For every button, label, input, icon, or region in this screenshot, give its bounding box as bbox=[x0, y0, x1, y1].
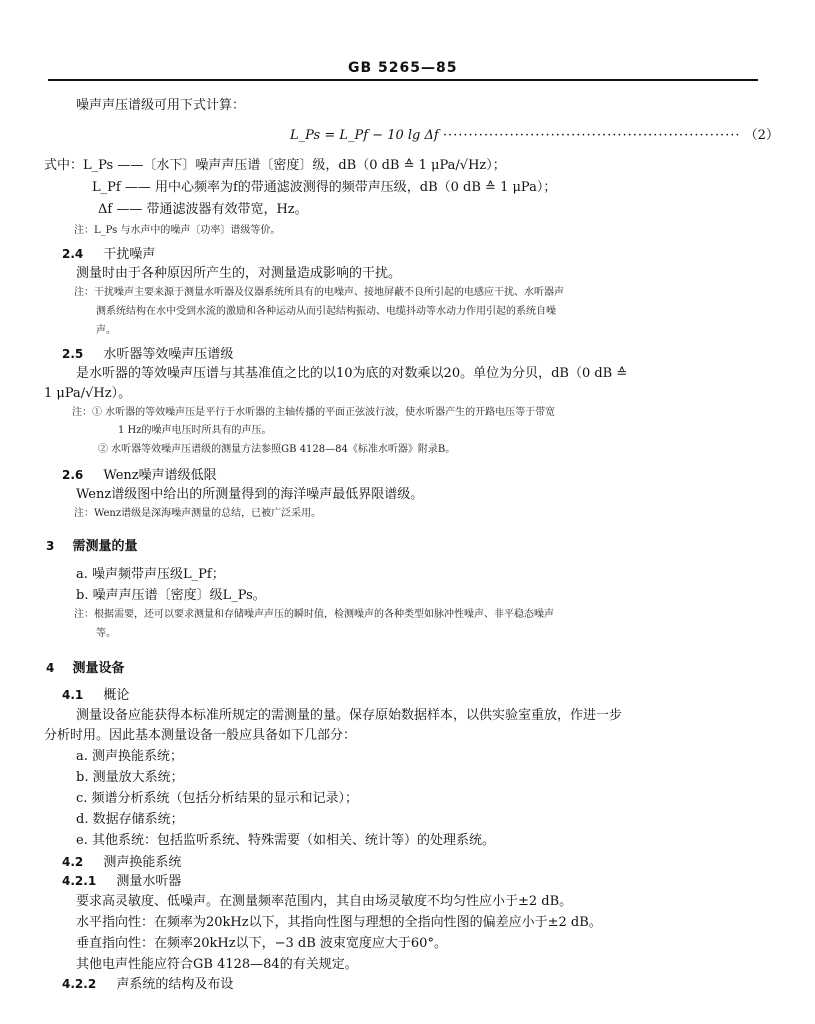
where-line-3: Δf —— 带通滤波器有效带宽，Hz。 bbox=[98, 202, 308, 217]
section-4-1-heading bbox=[62, 687, 129, 704]
section-2-6-definition: Wenz谱级图中给出的所测量得到的海洋噪声最低界限谱级。 bbox=[76, 487, 424, 502]
section-3-item-a: a. 噪声频带声压级L_Pf； bbox=[76, 567, 225, 582]
section-2-5-definition-2: 1 μPa/√Hz）。 bbox=[44, 386, 132, 401]
standard-number-header: GB 5265—85 bbox=[348, 60, 458, 76]
intro-text: 噪声声压谱级可用下式计算： bbox=[76, 98, 246, 113]
section-4-2-1-para-3: 垂直指向性：在频率20kHz以下，−3 dB 波束宽度应大于60°。 bbox=[76, 936, 447, 951]
section-3-number: 3 bbox=[46, 539, 55, 553]
where-line-2: L_Pf —— 用中心频率为f的带通滤波测得的频带声压级，dB（0 dB ≙ 1 μPa）； bbox=[92, 180, 557, 195]
section-4-2-heading bbox=[62, 854, 181, 871]
section-4-1-item-b: b. 测量放大系统； bbox=[76, 770, 184, 785]
section-4-1-item-c: c. 频谱分析系统（包括分析结果的显示和记录）； bbox=[76, 791, 359, 806]
section-4-1-item-a: a. 测声换能系统； bbox=[76, 749, 184, 764]
section-2-6-number: 2.6 bbox=[62, 468, 84, 482]
section-3-note-2: 等。 bbox=[96, 628, 116, 639]
section-2-4-title: 干扰噪声 bbox=[103, 247, 156, 262]
formula-expression: L_Ps = L_Pf − 10 lg Δf bbox=[290, 128, 439, 143]
where-line-1: 式中：L_Ps ——〔水下〕噪声声压谱〔密度〕级，dB（0 dB ≙ 1 μPa/√Hz）； bbox=[44, 158, 506, 173]
section-4-2-1-heading bbox=[62, 873, 181, 890]
section-4-2-title: 测声换能系统 bbox=[103, 855, 182, 870]
note-lps: 注：L_Ps 与水声中的噪声〔功率〕谱级等价。 bbox=[74, 225, 281, 236]
section-2-5-note-1a: 注：① 水听器的等效噪声压是平行于水听器的主轴传播的平面正弦波行波，使水听器产生的开路电压等于带宽 bbox=[72, 407, 556, 418]
section-2-5-definition-1: 是水听器的等效噪声压谱与其基准值之比的以10为底的对数乘以20。单位为分贝，dB（0 dB ≙ bbox=[76, 366, 628, 381]
section-4-1-para-1: 测量设备应能获得本标准所规定的需测量的量。保存原始数据样本，以供实验室重放，作进一步 bbox=[76, 708, 623, 723]
section-4-2-number: 4.2 bbox=[62, 855, 84, 869]
section-2-4-number: 2.4 bbox=[62, 247, 84, 261]
section-2-6-heading bbox=[62, 467, 217, 484]
section-4-2-1-para-1: 要求高灵敏度、低噪声。在测量频率范围内，其自由场灵敏度不均匀性应小于±2 dB。 bbox=[76, 894, 573, 909]
formula-number: （2） bbox=[744, 128, 779, 143]
section-4-1-number: 4.1 bbox=[62, 688, 84, 702]
section-4-1-item-d: d. 数据存储系统； bbox=[76, 812, 184, 827]
section-4-2-2-heading bbox=[62, 976, 233, 993]
section-2-5-number: 2.5 bbox=[62, 347, 84, 361]
section-2-4-note-1: 注：干扰噪声主要来源于测量水听器及仪器系统所具有的电噪声、接地屏蔽不良所引起的电感应干扰、水听器声 bbox=[74, 287, 564, 298]
header-rule bbox=[48, 79, 758, 81]
section-4-number: 4 bbox=[46, 661, 55, 675]
section-2-5-note-1b: 1 Hz的噪声电压时所具有的声压。 bbox=[118, 425, 272, 436]
section-4-2-2-number: 4.2.2 bbox=[62, 977, 97, 991]
section-3-item-b: b. 噪声声压谱〔密度〕级L_Ps。 bbox=[76, 588, 266, 603]
section-2-4-definition: 测量时由于各种原因所产生的，对测量造成影响的干扰。 bbox=[76, 266, 402, 281]
section-2-5-heading bbox=[62, 346, 233, 363]
section-4-1-title: 概论 bbox=[103, 688, 130, 703]
section-2-6-note: 注：Wenz谱级是深海噪声测量的总结，已被广泛采用。 bbox=[74, 508, 322, 519]
section-4-2-1-para-4: 其他电声性能应符合GB 4128—84的有关规定。 bbox=[76, 957, 358, 972]
section-4-2-1-number: 4.2.1 bbox=[62, 874, 97, 888]
section-2-5-title: 水听器等效噪声压谱级 bbox=[103, 347, 234, 362]
section-4-1-para-2: 分析时用。因此基本测量设备一般应具备如下几部分： bbox=[44, 728, 357, 743]
section-2-6-title: Wenz噪声谱级低限 bbox=[103, 468, 217, 483]
section-3-note-1: 注：根据需要，还可以要求测量和存储噪声声压的瞬时值，检测噪声的各种类型如脉冲性噪声、非平稳态噪声 bbox=[74, 609, 554, 620]
section-4-2-2-title: 声系统的结构及布设 bbox=[116, 977, 234, 992]
section-3-title: 需测量的量 bbox=[72, 539, 138, 554]
section-2-4-note-3: 声。 bbox=[96, 325, 116, 336]
section-4-2-1-para-2: 水平指向性：在频率为20kHz以下，其指向性图与理想的全指向性图的偏差应小于±2 dB。 bbox=[76, 915, 602, 930]
section-2-5-note-2: ② 水听器等效噪声压谱级的测量方法参照GB 4128—84《标准水听器》附录B。 bbox=[98, 444, 456, 455]
formula-leader: ·························································· bbox=[442, 128, 741, 143]
section-4-title: 测量设备 bbox=[72, 661, 125, 676]
section-4-heading bbox=[46, 660, 125, 677]
formula-2 bbox=[290, 128, 779, 144]
section-3-heading bbox=[46, 538, 138, 555]
section-4-1-item-e: e. 其他系统：包括监听系统、特殊需要（如相关、统计等）的处理系统。 bbox=[76, 833, 495, 848]
section-2-4-heading bbox=[62, 246, 155, 263]
section-2-4-note-2: 测系统结构在水中受到水流的激励和各种运动从而引起结构振动、电缆抖动等水动力作用引起的系统自噪 bbox=[96, 306, 556, 317]
section-4-2-1-title: 测量水听器 bbox=[116, 874, 182, 889]
